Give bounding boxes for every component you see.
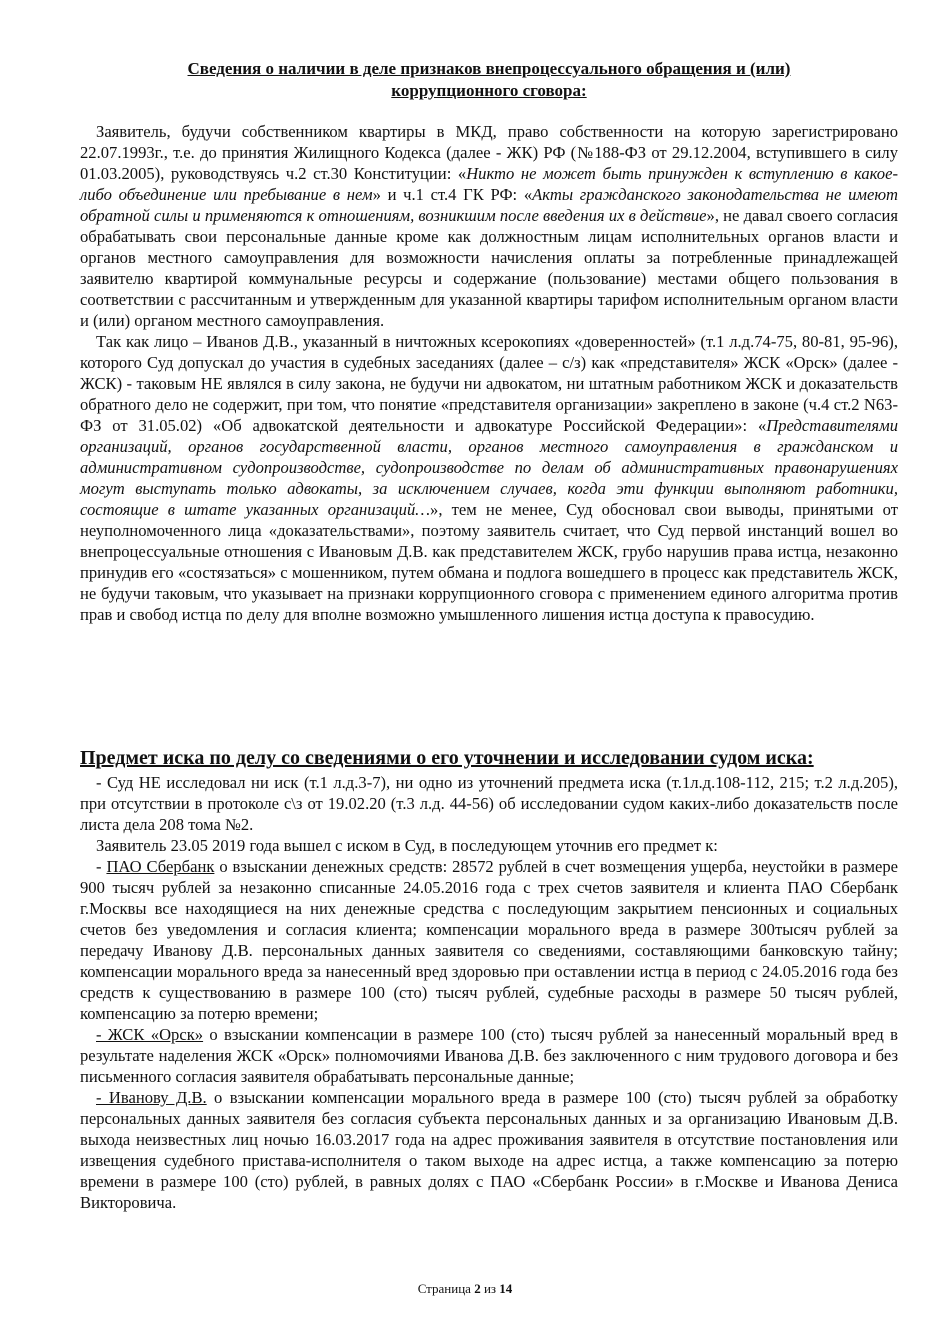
law-quote: Представителями организаций, органов государственной власти, органов местного самоуправления в гражданском и административном судопроизводстве, судопроизводстве по делам об административных правонарушениях могут выступать только адвокаты, за исключением случаев, когда эти функции выполняют работники, состоящие в штате указанных организаций… [80, 416, 898, 519]
text-run: » и ч.1 ст.4 ГК РФ: « [372, 185, 533, 204]
text-run: Заявитель, будучи собственником квартиры в МКД, право собственности на которую зарегистрировано 22.07.1993г., т.е. до принятия Жилищного Кодекса (далее - ЖК) РФ (№188-ФЗ от 29.12.2004, вступившего в силу 01.03.2005), руководствуясь ч.2 ст.30 Конституции: « [80, 122, 898, 183]
intro-paragraph-1 [80, 121, 898, 331]
claim-section [80, 772, 898, 1213]
text-run: Так как лицо – Иванов Д.В., указанный в ничтожных ксерокопиях «доверенностей» (т.1 л.д.74-75, 80-81, 95-96), которого Суд допускал до участия в судебных заседаниях (далее – с/з) как «представителя» ЖСК «Орск» (далее - ЖСК) - таковым НЕ являлся в силу закона, не будучи ни адвокатом, ни штатным работником ЖСК и доказательств обратного дело не содержит, при том, что понятие «представителя организации» закреплено в законе (ч.4 ст.2 N63-ФЗ от 31.05.02) «Об адвокатской деятельности и адвокатуре Российской Федерации»: « [80, 332, 898, 435]
claim-item-sberbank [80, 856, 898, 1024]
claim-paragraph-2: Заявитель 23.05 2019 года вышел с иском в Суд, в последующем уточнив его предмет к: [96, 836, 718, 855]
intro-paragraph-2 [80, 331, 898, 625]
title-line-1: Сведения о наличии в деле признаков внепроцессуального обращения и (или) [187, 59, 791, 78]
civil-code-quote: Акты гражданского законодательства не имеют обратной силы и применяются к отношениям, возникшим после введения их в действие [80, 185, 899, 225]
section-heading: Предмет иска по делу со сведениями о его уточнении и исследовании судом иска: [80, 747, 814, 769]
footer-prefix: Страница [417, 1281, 475, 1296]
total-pages-number: 14 [499, 1281, 513, 1296]
document-title [80, 58, 898, 102]
claim-item-zhsk [80, 1024, 898, 1087]
current-page-number: 2 [474, 1281, 481, 1296]
claim-text: о взыскании денежных средств: 28572 рублей в счет возмещения ущерба, неустойки в размере 900 тысяч рублей за незаконно списанные 24.05.2016 года с трех счетов заявителя и клиента ПАО Сбербанк г.Москвы все находящиеся на них денежные средства с последующим закрытием пенсионных и социальных счетов без уведомления и согласия клиента; компенсации морального вреда в размере 300тысяч рублей за передачу Иванову Д.В. персональных данных заявителя со сведениями, составляющими банковскую тайну; компенсации морального вреда за нанесенный вред здоровью при оставлении истца в период с 24.05.2016 года без средств к существованию в размере 100 (сто) тысяч рублей, судебные расходы в размере 50 тысяч рублей, компенсацию за потерю времени; [80, 857, 898, 1023]
defendant-name: - Иванову Д.В. [96, 1088, 207, 1107]
constitution-quote: Никто не может быть принужден к вступлению в какое-либо объединение или пребывание в нем [80, 164, 898, 204]
claim-paragraph-1: - Суд НЕ исследовал ни иск (т.1 л.д.3-7), ни одно из уточнений предмета иска (т.1л.д.108-112, 215; т.2 л.д.205), при отсутствии в протоколе с\з от 19.02.20 (т.3 л.д. 44-56) об исследовании судом каких-либо доказательств после листа дела 208 тома №2. [80, 773, 898, 834]
claim-text: о взыскании компенсации в размере 100 (сто) тысяч рублей за нанесенный моральный вред в результате наделения ЖСК «Орск» полномочиями Иванова Д.В. без заключенного с ним трудового договора и без письменного согласия заявителя обрабатывать персональные данные; [80, 1025, 898, 1086]
title-line-2: коррупционного сговора: [391, 81, 587, 100]
defendant-name: - ЖСК «Орск» [96, 1025, 204, 1044]
footer-middle: из [480, 1281, 500, 1296]
claim-item-ivanov [80, 1087, 898, 1213]
text-run: », тем не менее, Суд обосновал свои выводы, принятыми от неуполномоченного лица «доказательствами», поэтому заявитель считает, что Суд первой инстанций вошел во внепроцессуальные отношения с Ивановым Д.В. как представителем ЖСК, грубо нарушив права истца, незаконно принудив его «состязаться» с мошенником, путем обмана и подлога вошедшего в процесс как представитель ЖСК, не будучи таковым, что указывает на признаки коррупционного сговора с применением единого алгоритма против прав и свобод истца по делу для вполне возможно умышленного лишения истца доступа к правосудию. [80, 500, 899, 624]
claim-text: о взыскании компенсации морального вреда в размере 100 (сто) тысяч рублей за обработку персональных данных заявителя без согласия субъекта персональных данных и за организацию Ивановым Д.В. выхода неизвестных лиц ночью 16.03.2017 года на адрес проживания заявителя в отсутствие постановления или извещения судебного пристава-исполнителя о таком выходе на адрес истца, а также компенсацию за потерю времени в размере 100 (сто) рублей, в равных долях с ПАО «Сбербанк России» в г.Москве и Иванова Дениса Викторовича. [80, 1088, 898, 1212]
text-run: », не давал своего согласия обрабатывать свои персональные данные кроме как должностным лицам исполнительных органов власти и органов местного самоуправления для возможности начисления оплаты за потребленные принадлежащей заявителю квартирой коммунальные ресурсы и содержание (пользование) местами общего пользования в соответствии с рассчитанным и утвержденным для указанной квартиры тарифом исполнительным органом власти и (или) органом местного самоуправления. [80, 206, 898, 330]
defendant-name: ПАО Сбербанк [106, 857, 215, 876]
page-footer [0, 1281, 930, 1297]
intro-section [80, 121, 898, 625]
dash: - [96, 857, 107, 876]
